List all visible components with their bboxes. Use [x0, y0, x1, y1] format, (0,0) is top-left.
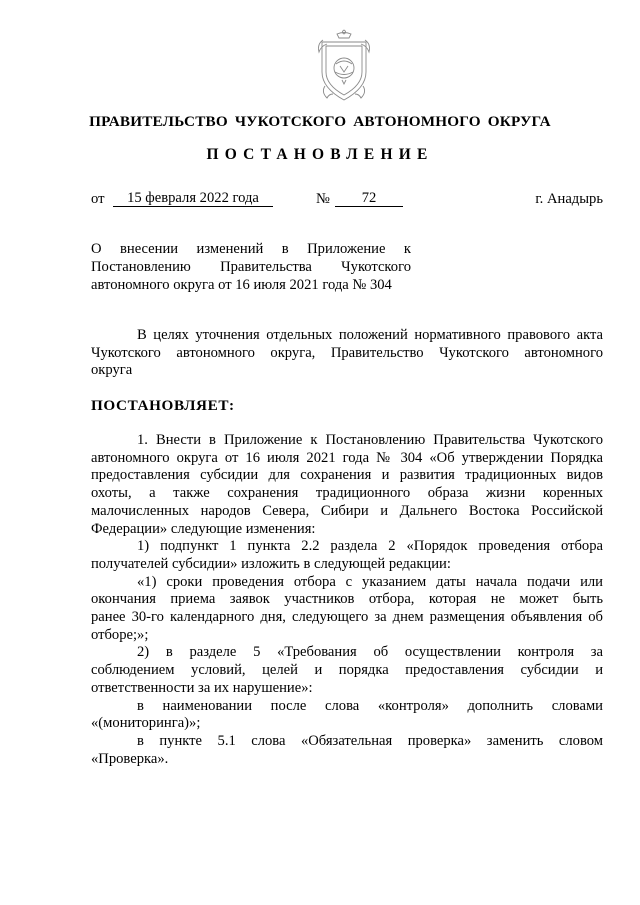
body-line: предоставления субсидии для сохранения и развития традиционных видов — [91, 467, 603, 484]
body-line: 2) в разделе 5 «Требования об осуществлении контроля за — [137, 644, 603, 661]
body-line: ответственности за их нарушение»: — [91, 679, 313, 696]
body-line: Федерации» следующие изменения: — [91, 520, 316, 537]
coat-of-arms-emblem-icon — [313, 28, 375, 104]
subject-line: Постановлению Правительства Чукотского — [91, 259, 411, 275]
body-line: в пункте 5.1 слова «Обязательная проверка» заменить словом — [137, 732, 603, 749]
body-line: «Проверка». — [91, 750, 169, 767]
document-meta-row — [91, 190, 603, 210]
government-title: ПРАВИТЕЛЬСТВО ЧУКОТСКОГО АВТОНОМНОГО ОКРУГА — [89, 113, 551, 130]
document-type-heading: ПОСТАНОВЛЕНИЕ — [206, 146, 434, 163]
body-line: отборе;»; — [91, 626, 149, 643]
body-line: соблюдением условий, целей и порядка предоставления субсидии и — [91, 662, 603, 679]
subject-line: автономного округа от 16 июля 2021 года № 304 — [91, 277, 392, 293]
body-line: получателей субсидии» изложить в следующей редакции: — [91, 555, 451, 572]
decree-verb: ПОСТАНОВЛЯЕТ: — [91, 397, 235, 414]
document-date: 15 февраля 2022 года — [113, 190, 273, 207]
body-line: автономного округа от 16 июля 2021 года № 304 «Об утверждении Порядка — [91, 449, 603, 466]
body-line: окончания приема заявок участников отбора, которая не может быть — [91, 591, 603, 608]
subject-line: О внесении изменений в Приложение к — [91, 241, 411, 257]
body-line: «(мониторинга)»; — [91, 715, 201, 732]
preamble — [91, 327, 603, 380]
body-line: 1) подпункт 1 пункта 2.2 раздела 2 «Порядок проведения отбора — [137, 538, 603, 555]
body-line: ранее 30-го календарного дня, следующего за днем размещения объявления об — [91, 609, 603, 626]
number-sign: № — [316, 191, 330, 207]
preamble-line: В целях уточнения отдельных положений нормативного правового акта — [137, 327, 603, 343]
document-number: 72 — [335, 190, 403, 207]
date-prefix: от — [91, 191, 105, 207]
preamble-line: Чукотского автономного округа, Правительство Чукотского автономного — [91, 344, 603, 361]
document-subject — [91, 240, 411, 294]
body-line: малочисленных народов Севера, Сибири и Дальнего Востока Российской — [91, 502, 603, 519]
preamble-line: округа — [91, 362, 133, 379]
body-line: «1) сроки проведения отбора с указанием даты начала подачи или — [137, 573, 603, 590]
body-line: 1. Внести в Приложение к Постановлению Правительства Чукотского — [137, 432, 603, 448]
document-city: г. Анадырь — [535, 191, 603, 207]
body-line: в наименовании после слова «контроля» дополнить словами — [137, 697, 603, 714]
body-line: охоты, а также сохранения традиционного образа жизни коренных — [91, 485, 603, 502]
decree-body — [91, 432, 603, 768]
